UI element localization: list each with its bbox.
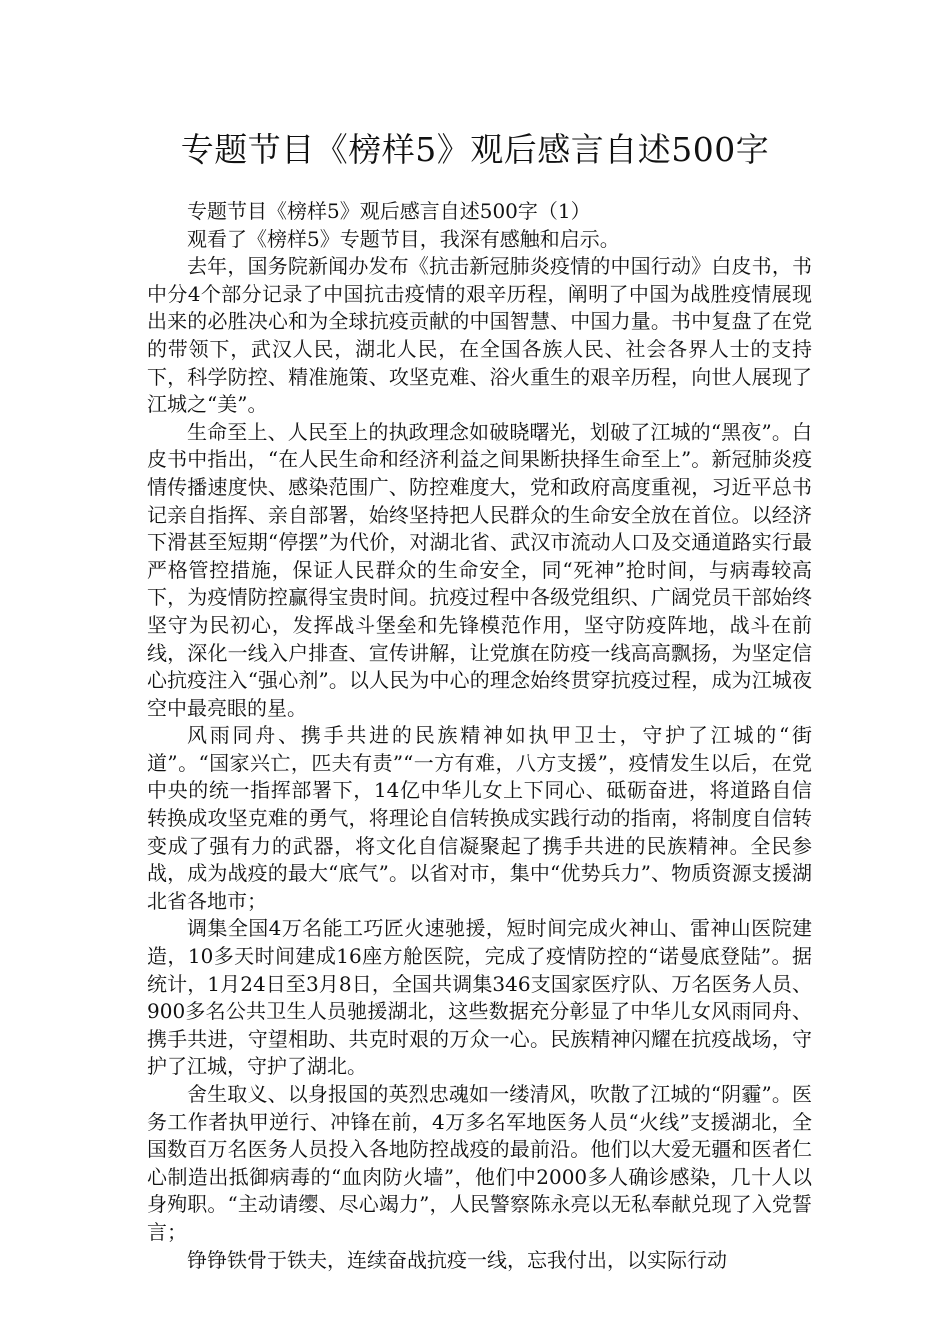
paragraph-intro: 观看了《榜样5》专题节目，我深有感触和启示。 [187, 226, 620, 251]
paragraph-heroes: 舍生取义、以身报国的英烈忠魂如一缕清风，吹散了江城的“阴霾”。医务工作者执甲逆行、冲锋在前，4万多名军地医务人员“火线”支援湖北，全国数百万名医务人员投入各地防控战疫的最前沿。他们以大爱无疆和医者仁心制造出抵御病毒的“血肉防火墙”，他们中2000多人确诊感染，几十人以身殉职。“主动请缨、尽心竭力”，人民警察陈永亮以无私奉献兑现了入党誓言； [147, 1082, 812, 1244]
paragraph-mobilization: 调集全国4万名能工巧匠火速驰援，短时间完成火神山、雷神山医院建造，10多天时间建成16座方舱医院，完成了疫情防控的“诺曼底登陆”。据统计，1月24日至3月8日，全国共调集346支国家医疗队、万名医务人员、900多名公共卫生人员驰援湖北，这些数据充分彰显了中华儿女风雨同舟、携手共进，守望相助、共克时艰的万众一心。民族精神闪耀在抗疫战场，守护了江城，守护了湖北。 [147, 916, 812, 1079]
paragraph-national-spirit: 风雨同舟、携手共进的民族精神如执甲卫士，守护了江城的“街道”。“国家兴亡，匹夫有责”“一方有难，八方支援”，疫情发生以后，在党中央的统一指挥部署下，14亿中华儿女上下同心、砥砺奋进，将道路自信转换成攻坚克难的勇气，将理论自信转换成实践行动的指南，将制度自信转变成了强有力的武器，将文化自信凝聚起了携手共进的民族精神。全民参战，成为战疫的最大“底气”。以省对市，集中“优势兵力”、物质资源支援湖北省各地市； [147, 723, 812, 913]
document-body [147, 198, 812, 1274]
document-title: 专题节目《榜样5》观后感言自述500字 [180, 130, 770, 169]
paragraph-life-first: 生命至上、人民至上的执政理念如破晓曙光，划破了江城的“黑夜”。白皮书中指出，“在人民生命和经济利益之间果断抉择生命至上”。新冠肺炎疫情传播速度快、感染范围广、防控难度大，党和政府高度重视，习近平总书记亲自指挥、亲自部署，始终坚持把人民群众的生命安全放在首位。以经济下滑甚至短期“停摆”为代价，对湖北省、武汉市流动人口及交通道路实行最严格管控措施，保证人民群众的生命安全，同“死神”抢时间，与病毒较高下，为疫情防控赢得宝贵时间。抗疫过程中各级党组织、广阔党员干部始终坚守为民初心，发挥战斗堡垒和先锋模范作用，坚守防疫阵地，战斗在前线，深化一线入户排查、宣传讲解，让党旗在防疫一线高高飘扬，为坚定信心抗疫注入“强心剂”。以人民为中心的理念始终贯穿抗疫过程，成为江城夜空中最亮眼的星。 [147, 419, 812, 720]
paragraph-continued: 铮铮铁骨于铁夫，连续奋战抗疫一线，忘我付出，以实际行动 [187, 1247, 727, 1272]
paragraph-subtitle: 专题节目《榜样5》观后感言自述500字（1） [187, 199, 591, 223]
paragraph-whitepaper: 去年，国务院新闻办发布《抗击新冠肺炎疫情的中国行动》白皮书，书中分4个部分记录了中国抗击疫情的艰辛历程，阐明了中国为战胜疫情展现出来的必胜决心和为全球抗疫贡献的中国智慧、中国力量。书中复盘了在党的带领下，武汉人民，湖北人民，在全国各族人民、社会各界人士的支持下，科学防控、精准施策、攻坚克难、浴火重生的艰辛历程，向世人展现了江城之“美”。 [147, 254, 812, 417]
